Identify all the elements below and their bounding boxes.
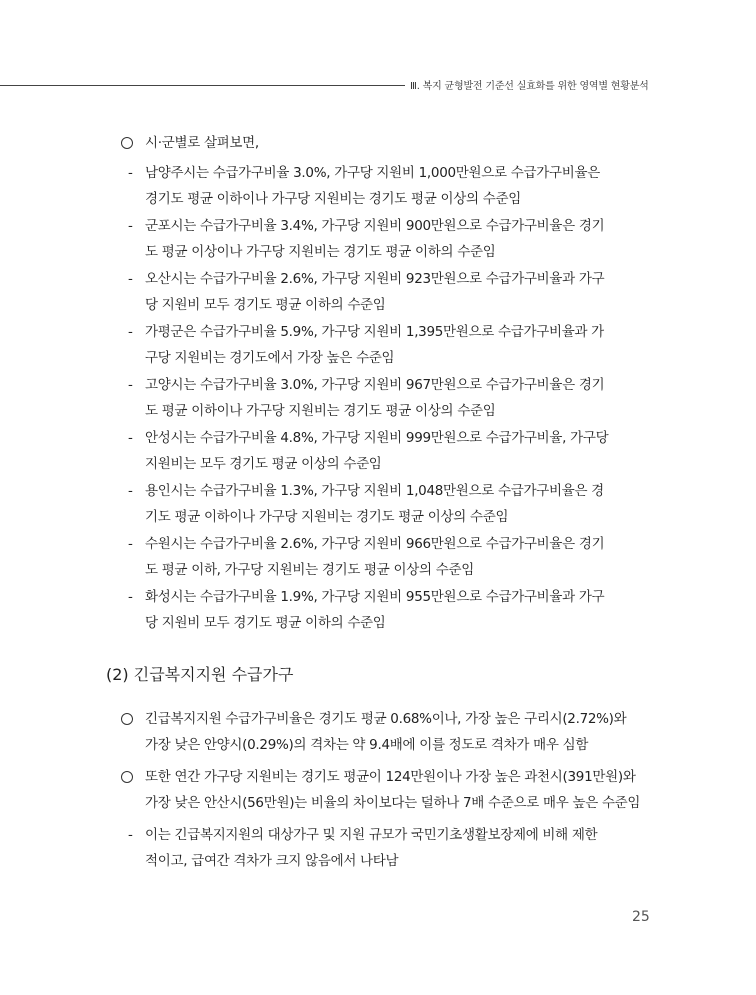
- sub-line-1: 이는 긴급복지지원의 대상가구 및 지원 규모가 국민기초생활보장제에 비해 제한: [145, 827, 598, 843]
- page-number: 25: [632, 909, 650, 925]
- dash-marker: -: [128, 324, 133, 340]
- dash-marker: -: [128, 536, 133, 552]
- running-title: Ⅲ. 복지 균형발전 기준선 실효화를 위한 영역별 현황분석: [410, 81, 649, 92]
- list-item-line-2: 기도 평균 이하이나 가구당 지원비는 경기도 평균 이상의 수준임: [145, 509, 509, 525]
- dash-marker: -: [128, 377, 133, 393]
- section-title: (2) 긴급복지지원 수급가구: [106, 665, 294, 684]
- bullet-2-line-2: 가장 낮은 안산시(56만원)는 비율의 차이보다는 덜하나 7배 수준으로 매우 높은 수준임: [145, 795, 641, 811]
- list-item-line-1: 남양주시는 수급가구비율 3.0%, 가구당 지원비 1,000만원으로 수급가구비율은: [145, 165, 600, 181]
- bullet-1-line-2: 가장 낮은 안양시(0.29%)의 격차는 약 9.4배에 이를 정도로 격차가 매우 심함: [145, 737, 589, 753]
- list-item-line-2: 도 평균 이하, 가구당 지원비는 경기도 평균 이상의 수준임: [145, 562, 474, 578]
- dash-marker: -: [128, 827, 133, 843]
- bullet-circle-icon: [121, 713, 133, 725]
- list-item-line-2: 도 평균 이상이나 가구당 지원비는 경기도 평균 이하의 수준임: [145, 244, 496, 260]
- list-item-line-1: 오산시는 수급가구비율 2.6%, 가구당 지원비 923만원으로 수급가구비율과 가구: [145, 271, 605, 287]
- header-rule: [0, 85, 405, 86]
- list-item-line-1: 안성시는 수급가구비율 4.8%, 가구당 지원비 999만원으로 수급가구비율, 가구당: [145, 430, 609, 446]
- list-item-line-2: 당 지원비 모두 경기도 평균 이하의 수준임: [145, 297, 386, 313]
- dash-marker: -: [128, 483, 133, 499]
- list-item-line-1: 용인시는 수급가구비율 1.3%, 가구당 지원비 1,048만원으로 수급가구비율은 경: [145, 483, 604, 499]
- dash-marker: -: [128, 165, 133, 181]
- list-item-line-2: 도 평균 이하이나 가구당 지원비는 경기도 평균 이상의 수준임: [145, 403, 496, 419]
- bullet-1-line-1: 긴급복지지원 수급가구비율은 경기도 평균 0.68%이나, 가장 높은 구리시(2.72%)와: [145, 711, 627, 727]
- bullet-circle-icon: [121, 137, 133, 149]
- dash-marker: -: [128, 218, 133, 234]
- list-item-line-2: 구당 지원비는 경기도에서 가장 높은 수준임: [145, 350, 395, 366]
- list-item-line-1: 군포시는 수급가구비율 3.4%, 가구당 지원비 900만원으로 수급가구비율은 경기: [145, 218, 605, 234]
- bullet-2-line-1: 또한 연간 가구당 지원비는 경기도 평균이 124만원이나 가장 높은 과천시(391만원)와: [145, 769, 636, 785]
- list-item-line-2: 경기도 평균 이하이나 가구당 지원비는 경기도 평균 이상의 수준임: [145, 191, 521, 207]
- dash-marker: -: [128, 271, 133, 287]
- dash-marker: -: [128, 430, 133, 446]
- sub-line-2: 적이고, 급여간 격차가 크지 않음에서 나타남: [145, 853, 399, 869]
- intro-text: 시·군별로 살펴보면,: [145, 135, 259, 151]
- list-item-line-1: 고양시는 수급가구비율 3.0%, 가구당 지원비 967만원으로 수급가구비율은 경기: [145, 377, 605, 393]
- list-item-line-1: 화성시는 수급가구비율 1.9%, 가구당 지원비 955만원으로 수급가구비율과 가구: [145, 589, 605, 605]
- list-item-line-2: 당 지원비 모두 경기도 평균 이하의 수준임: [145, 615, 386, 631]
- bullet-circle-icon: [121, 771, 133, 783]
- list-item-line-2: 지원비는 모두 경기도 평균 이상의 수준임: [145, 456, 382, 472]
- dash-marker: -: [128, 589, 133, 605]
- list-item-line-1: 가평군은 수급가구비율 5.9%, 가구당 지원비 1,395만원으로 수급가구비율과 가: [145, 324, 604, 340]
- list-item-line-1: 수원시는 수급가구비율 2.6%, 가구당 지원비 966만원으로 수급가구비율은 경기: [145, 536, 605, 552]
